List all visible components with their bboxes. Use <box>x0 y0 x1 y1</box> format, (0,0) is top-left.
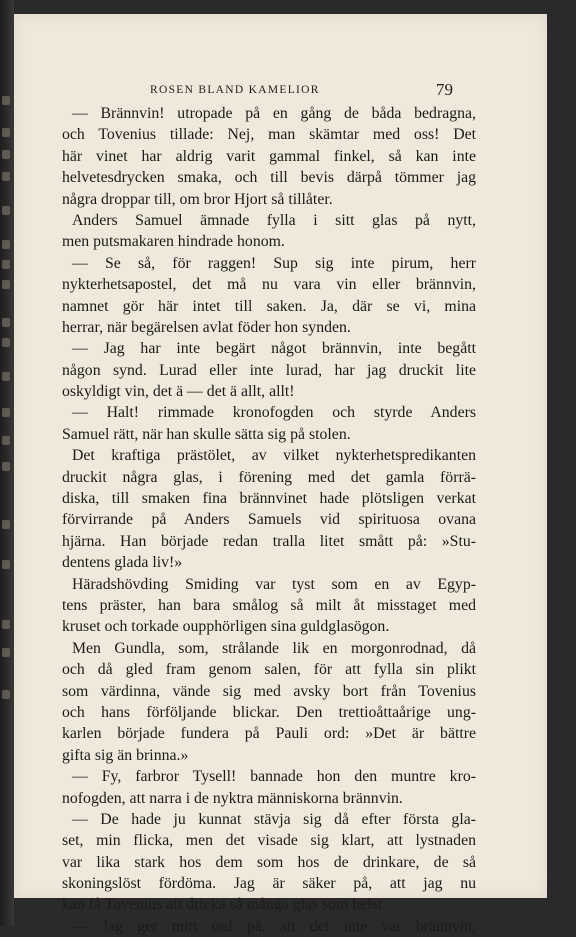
text-line: — Fy, farbror Tysell! bannade hon den muntre kro- <box>72 768 476 786</box>
edge-mark <box>2 150 10 159</box>
edge-mark <box>2 338 10 347</box>
text-line: gifta sig än brinna.» <box>62 746 189 764</box>
text-line: någon synd. Lurad eller inte lurad, har jag druckit lite <box>62 361 476 379</box>
edge-mark <box>2 620 10 629</box>
running-head: ROSEN BLAND KAMELIOR <box>150 84 320 96</box>
text-line: och hans förföljande blickar. Den trettioåttaårige ung- <box>62 703 476 721</box>
text-line: Häradshövding Smiding var tyst som en av Egyp- <box>72 575 476 593</box>
text-line: och Tovenius tillade: Nej, man skämtar med oss! Det <box>62 126 476 144</box>
text-line: — Jag har inte begärt något brännvin, inte begått <box>72 340 476 358</box>
book-page <box>14 14 547 935</box>
text-line: — De hade ju kunnat stävja sig då efter första gla- <box>72 810 476 828</box>
body-text <box>62 103 476 937</box>
edge-mark <box>2 560 10 569</box>
text-line: kan få Tovenius att dricka så många glas som helst. <box>62 896 387 914</box>
text-line: dentens glada liv!» <box>62 554 183 572</box>
text-line: nykterhetsapostel, det må nu vara vin eller brännvin, <box>62 276 476 294</box>
text-line: — Se så, för raggen! Sup sig inte pirum, herr <box>72 254 476 272</box>
text-line: helvetesdrycken smaka, och till bevis därpå tömmer jag <box>62 169 476 187</box>
text-line: Samuel rätt, när han skulle sätta sig på stolen. <box>62 425 351 443</box>
text-line: skoningslöst fördöma. Jag är säker på, att jag nu <box>62 875 476 893</box>
edge-mark <box>2 372 10 381</box>
text-line: Det kraftiga prästölet, av vilket nykterhetspredikanten <box>72 447 476 465</box>
text-line: — Jag ger mitt ord på, att det inte var brännvin, <box>72 917 476 935</box>
text-line: nofogden, att narra i de nyktra människorna brännvin. <box>62 789 403 807</box>
edge-mark <box>2 206 10 215</box>
left-page-edge <box>0 0 14 926</box>
text-line: — Halt! rimmade kronofogden och styrde Anders <box>72 404 476 422</box>
text-line: tens präster, han bara smålog så milt åt misstaget med <box>62 596 476 614</box>
edge-mark <box>2 690 10 699</box>
text-line: oskyldigt vin, det ä — det ä allt, allt! <box>62 383 295 401</box>
text-line: som värdinna, vände sig med avsky bort från Tovenius <box>62 682 476 700</box>
text-line: här vinet har aldrig varit gammal finkel, så kan inte <box>62 147 476 165</box>
edge-mark <box>2 172 10 181</box>
page-header <box>14 80 547 102</box>
text-line: Men Gundla, som, strålande lik en morgonrodnad, då <box>72 639 476 657</box>
text-line: några droppar till, om bror Hjort så tillåter. <box>62 190 333 208</box>
edge-mark <box>2 408 10 417</box>
text-line: namnet gör här intet till saken. Ja, där se vi, mina <box>62 297 476 315</box>
edge-mark <box>2 280 10 289</box>
text-line: set, min flicka, men det visade sig klart, att lystnaden <box>62 832 476 850</box>
text-line: var lika stark hos dem som hos de drinkare, de så <box>62 853 476 871</box>
edge-mark <box>2 648 10 657</box>
text-line: — Brännvin! utropade på en gång de båda bedragna, <box>72 105 476 122</box>
text-line: druckit några glas, i förening med det gamla förrä- <box>62 468 476 486</box>
text-line: och då gled fram genom salen, för att fylla sin plikt <box>62 661 476 679</box>
text-line: men putsmakaren hindrade honom. <box>62 233 285 251</box>
page-number: 79 <box>436 80 453 99</box>
text-line: Anders Samuel ämnade fylla i sitt glas på nytt, <box>72 211 476 229</box>
edge-mark <box>2 520 10 529</box>
text-line: kruset och torkade oupphörligen sina guldglasögon. <box>62 618 390 636</box>
text-line: diska, till smaken fina brännvinet hade plötsligen verkat <box>62 490 476 508</box>
edge-mark <box>2 96 10 105</box>
edge-mark <box>2 128 10 137</box>
edge-mark <box>2 260 10 269</box>
edge-mark <box>2 318 10 327</box>
edge-mark <box>2 436 10 445</box>
text-line: hjärna. Han började redan tralla litet smått på: »Stu- <box>62 532 476 550</box>
edge-mark <box>2 462 10 471</box>
text-line: förvirrande på Anders Samuels vid spirituosa ovana <box>62 511 476 529</box>
text-line: karlen började fundera på Pauli ord: »Det är bättre <box>62 725 476 743</box>
edge-mark <box>2 240 10 249</box>
text-line: herrar, när begärelsen avlat föder hon synden. <box>62 318 351 336</box>
